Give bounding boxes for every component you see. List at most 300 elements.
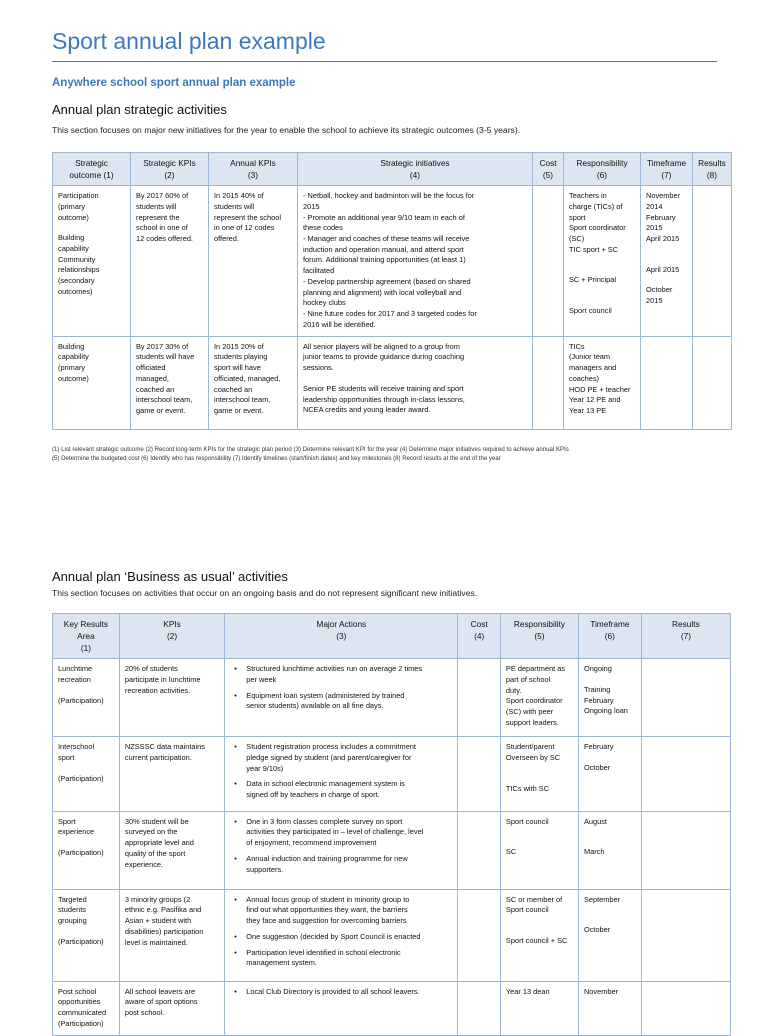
table-row [53, 659, 731, 737]
timeframe-cell-line: March [583, 847, 605, 857]
responsibility-cell-line: part of school [505, 674, 551, 684]
blank-line [58, 686, 114, 696]
results-cell [641, 811, 730, 889]
column-header-line: Strategic [75, 158, 108, 168]
initiatives-cell-line: - Nine future codes for 2017 and 3 targeted codes for [303, 309, 477, 319]
column-header-line: (6) [604, 631, 615, 642]
timeframe-cell-line: October [583, 925, 611, 935]
key-results-area-cell-line: communicated [58, 1008, 107, 1018]
column-header-line: Responsibility [513, 619, 566, 629]
initiatives-cell-line: - Promote an additional year 9/10 team in each of [303, 212, 465, 222]
column-header-line: Results [698, 158, 726, 168]
blank-line [584, 837, 636, 847]
column-header-line: (3) [247, 170, 259, 181]
responsibility-cell-line: Teachers in [569, 191, 607, 201]
responsibility-cell-line: duty. [505, 685, 522, 695]
major-actions-cell [225, 737, 458, 812]
column-header-line: Responsibility [576, 158, 628, 168]
responsibility-cell-line: TICs with SC [505, 783, 550, 793]
initiatives-cell-line: 2015 [303, 201, 320, 211]
column-header-line: Results [672, 619, 700, 629]
strategic-kpis-cell-line: represent the [136, 212, 180, 222]
kpis-cell-line: participate in lunchtime [124, 674, 201, 684]
key-results-area-cell-line: opportunities [58, 997, 101, 1007]
responsibility-cell-line: Sport coordinator [505, 696, 563, 706]
column-header-line: (6) [596, 170, 608, 181]
strategic-outcome-cell-line: (primary [58, 363, 86, 373]
key-results-area-cell-line: Lunchtime [58, 664, 93, 674]
kpis-cell-line: disabilities) participation [124, 926, 204, 936]
responsibility-cell-line: Sport council + SC [505, 936, 568, 946]
action-item [246, 854, 452, 875]
timeframe-cell-line: Ongoing [583, 664, 612, 674]
key-results-area-cell-line: (Participation) [58, 695, 104, 705]
blank-line [58, 764, 114, 774]
strategic-kpis-cell-line: By 2017 30% of [136, 341, 189, 351]
column-header-line: Strategic initiatives [380, 158, 450, 168]
annual-kpis-cell-line: coached an [214, 384, 253, 394]
key-results-area-cell-line: students [58, 905, 86, 915]
timeframe-cell [641, 336, 693, 429]
bau-section-intro: This section focuses on activities that occur on an ongoing basis and do not represent significant new initiatives. [52, 588, 478, 598]
timeframe-cell-line: November [646, 191, 681, 201]
timeframe-cell-line: April 2015 [646, 264, 680, 274]
strategic-outcome-cell-line: outcome) [58, 212, 89, 222]
kpis-cell-line: ethnic e.g. Pasifika and [124, 905, 202, 915]
major-actions-cell [225, 811, 458, 889]
initiatives-cell-line: - Netball, hockey and badminton will be the focus for [303, 191, 475, 201]
key-results-area-cell-line: Interschool [58, 742, 95, 752]
cost-cell [458, 737, 501, 812]
action-item [246, 895, 452, 927]
initiatives-cell [298, 336, 533, 429]
responsibility-cell [500, 889, 578, 981]
blank-line [506, 764, 573, 774]
responsibility-cell-line: Year 13 dean [505, 986, 550, 996]
kpis-cell-line: Asian + student with [124, 916, 192, 926]
key-results-area-cell-line: grouping [58, 916, 87, 926]
table-row [53, 336, 732, 429]
strategic-outcome-cell-line: capability [58, 243, 89, 253]
bau-header-col-6 [641, 614, 730, 659]
column-header-line: Key Results [63, 619, 109, 629]
strategic-header-col-5 [564, 153, 641, 186]
action-line: signed off by teachers in charge of sport. [246, 789, 380, 799]
strategic-outcome-cell-line: Participation [58, 191, 99, 201]
blank-line [569, 265, 635, 275]
responsibility-cell-line: (SC) [569, 233, 585, 243]
strategic-header-col-1 [131, 153, 209, 186]
action-line: year 9/10s) [246, 763, 284, 773]
blank-line [506, 827, 573, 837]
timeframe-cell [578, 737, 641, 812]
initiatives-cell-line: sessions. [303, 363, 334, 373]
timeframe-cell-line: Training [583, 684, 611, 694]
cost-cell [458, 659, 501, 737]
initiatives-cell-line: facilitated [303, 266, 335, 276]
column-header-line: Major Actions [316, 619, 367, 629]
annual-kpis-cell-line: In 2015 40% of [214, 191, 264, 201]
key-results-area-cell-line: (Participation) [58, 936, 104, 946]
column-header-line: (2) [167, 631, 178, 642]
strategic-header-col-0 [53, 153, 131, 186]
key-results-area-cell-line: Targeted [58, 894, 87, 904]
responsibility-cell [500, 811, 578, 889]
strategic-outcome-cell-line: capability [58, 352, 89, 362]
table-row [53, 981, 731, 1035]
strategic-outcome-cell-line: Building [58, 233, 85, 243]
major-actions-cell [225, 981, 458, 1035]
responsibility-cell [500, 981, 578, 1035]
kpis-cell-line: All school leavers are [124, 986, 196, 996]
column-header-line: (7) [680, 631, 691, 642]
responsibility-cell-line: HOD PE + teacher [569, 384, 631, 394]
business-as-usual-table [52, 613, 731, 1036]
responsibility-cell-line: Sport council [505, 905, 549, 915]
strategic-kpis-cell-line: coached an [136, 384, 175, 394]
key-results-area-cell [53, 889, 120, 981]
table-row [53, 889, 731, 981]
key-results-area-cell-line: (Participation) [58, 1018, 104, 1028]
responsibility-cell-line: Year 12 PE and [569, 395, 621, 405]
action-line: • Structured lunchtime activities run on average 2 times [246, 664, 423, 674]
actions-list [230, 742, 452, 801]
annual-kpis-cell-line: represent the school [214, 212, 281, 222]
column-header-line: KPIs [163, 619, 181, 629]
strategic-kpis-cell [131, 336, 209, 429]
action-line: • Local Club Directory is provided to all school leavers. [246, 986, 420, 996]
bau-header-col-2 [225, 614, 458, 659]
cost-cell [533, 336, 564, 429]
key-results-area-cell [53, 659, 120, 737]
responsibility-cell-line: sport [569, 212, 586, 222]
responsibility-cell [500, 737, 578, 812]
column-header-line: (3) [336, 631, 347, 642]
strategic-outcome-cell [53, 186, 131, 337]
results-cell [641, 659, 730, 737]
action-item [246, 779, 452, 800]
results-cell [641, 981, 730, 1035]
initiatives-cell-line: - Develop partnership agreement (based on shared [303, 276, 471, 286]
responsibility-cell-line: Year 13 PE [569, 405, 607, 415]
actions-list [230, 664, 452, 712]
responsibility-cell [500, 659, 578, 737]
timeframe-cell [641, 186, 693, 337]
strategic-section-heading: Annual plan strategic activities [52, 102, 227, 117]
annual-kpis-cell-line: officiated, managed, [214, 373, 281, 383]
column-header-line: (1) [80, 643, 91, 654]
blank-line [584, 753, 636, 763]
actions-list [230, 817, 452, 876]
results-cell [641, 737, 730, 812]
kpis-cell [119, 889, 224, 981]
blank-line [569, 286, 635, 296]
action-item [246, 932, 452, 943]
blank-line [646, 255, 687, 265]
strategic-outcome-cell-line: outcome) [58, 373, 89, 383]
results-cell [693, 336, 732, 429]
annual-kpis-cell-line: sport will have [214, 363, 261, 373]
timeframe-cell-line: Ongoing loan [583, 706, 628, 716]
bau-header-col-5 [578, 614, 641, 659]
responsibility-cell-line: (Junior team [569, 352, 611, 362]
kpis-cell-line: 20% of students [124, 664, 178, 674]
kpis-cell-line: quality of the sport [124, 848, 186, 858]
strategic-kpis-cell-line: 12 codes offered. [136, 233, 193, 243]
kpis-cell-line: aware of sport options [124, 997, 198, 1007]
strategic-outcome-cell-line: Building [58, 341, 85, 351]
results-cell [641, 889, 730, 981]
timeframe-cell-line: November [583, 986, 619, 996]
column-header-line: Cost [539, 158, 557, 168]
key-results-area-cell-line: sport [58, 752, 75, 762]
initiatives-cell-line: forum. Additional training opportunities (at least 1) [303, 255, 466, 265]
bau-header-col-1 [119, 614, 224, 659]
initiatives-cell-line: these codes [303, 223, 343, 233]
action-line: • Participation level identified in school electronic [246, 947, 401, 957]
kpis-cell-line: recreation activities. [124, 685, 191, 695]
kpis-cell-line: post school. [124, 1008, 165, 1018]
responsibility-cell-line: charge (TICs) of [569, 201, 623, 211]
kpis-cell-line: experience. [124, 859, 164, 869]
blank-line [584, 915, 636, 925]
action-item [246, 987, 452, 998]
blank-line [58, 927, 114, 937]
initiatives-cell-line: - Manager and coaches of these teams will receive [303, 233, 470, 243]
cost-cell [533, 186, 564, 337]
column-header-line: Timeframe [646, 158, 687, 168]
timeframe-cell-line: February 2015 [646, 212, 676, 233]
strategic-footnotes [52, 446, 569, 464]
action-line: • One suggestion (decided by Sport Council is enacted [246, 931, 421, 941]
column-header-line: outcome (1) [69, 170, 114, 181]
column-header-line: (2) [164, 170, 175, 181]
annual-kpis-cell [209, 336, 298, 429]
column-header-line: (5) [542, 170, 554, 181]
strategic-table-header [53, 153, 732, 186]
annual-kpis-cell-line: game or event. [214, 405, 264, 415]
column-header-line: (4) [409, 170, 421, 181]
blank-line [58, 223, 125, 233]
responsibility-cell-line: Sport council [505, 816, 549, 826]
blank-line [584, 675, 636, 685]
kpis-cell-line: level is maintained. [124, 937, 188, 947]
blank-line [646, 275, 687, 285]
table-row [53, 811, 731, 889]
strategic-outcome-cell-line: Community [58, 254, 96, 264]
actions-list [230, 895, 452, 969]
key-results-area-cell-line: (Participation) [58, 848, 104, 858]
initiatives-cell-line: junior teams to provide guidance during coaching [303, 352, 465, 362]
strategic-header-col-7 [693, 153, 732, 186]
action-line: per week [246, 674, 277, 684]
key-results-area-cell-line: experience [58, 827, 95, 837]
kpis-cell [119, 981, 224, 1035]
column-header-line: Cost [470, 619, 488, 629]
initiatives-cell-line: All senior players will be aligned to a group from [303, 341, 460, 351]
responsibility-cell-line: TIC sport + SC [569, 244, 619, 254]
action-line: supporters. [246, 864, 284, 874]
kpis-cell [119, 737, 224, 812]
document-title: Sport annual plan example [52, 28, 326, 54]
key-results-area-cell [53, 737, 120, 812]
strategic-header-col-3 [298, 153, 533, 186]
key-results-area-cell-line: Sport [58, 816, 76, 826]
strategic-header-col-6 [641, 153, 693, 186]
timeframe-cell [578, 811, 641, 889]
action-item [246, 817, 452, 849]
action-item [246, 691, 452, 712]
kpis-cell [119, 811, 224, 889]
action-line: • Annual induction and training programme for new [246, 853, 408, 863]
strategic-section-intro: This section focuses on major new initiatives for the year to enable the school to achieve its strategic outcomes (3-5 years). [52, 125, 521, 135]
column-header-line: (7) [661, 170, 672, 181]
strategic-kpis-cell-line: game or event. [136, 405, 186, 415]
initiatives-cell-line: hockey clubs [303, 298, 346, 308]
initiatives-cell-line: Senior PE students will receive training and sport [303, 383, 464, 393]
footnote-line: (5) Determine the budgeted cost (6) Identify who has responsibility (7) Identify timelines (start/finish dates) and key milestones (8) Record results at the end of the year [52, 454, 501, 462]
strategic-kpis-cell-line: students will [136, 201, 177, 211]
timeframe-cell-line: February [583, 742, 614, 752]
column-header-line: (8) [706, 170, 718, 181]
kpis-cell [119, 659, 224, 737]
blank-line [506, 916, 573, 926]
blank-line [506, 774, 573, 784]
annual-kpis-cell-line: interschool team, [214, 395, 271, 405]
action-line: • Student registration process includes a commitment [246, 742, 416, 752]
initiatives-cell-line: planning and alignment) with local volleyball and [303, 287, 462, 297]
bau-section-heading: Annual plan ‘Business as usual’ activities [52, 569, 288, 584]
cost-cell [458, 889, 501, 981]
timeframe-cell [578, 981, 641, 1035]
initiatives-cell-line: 2016 will be identified. [303, 319, 376, 329]
major-actions-cell [225, 889, 458, 981]
column-header-line: Area [77, 631, 95, 642]
strategic-kpis-cell-line: By 2017 60% of [136, 191, 189, 201]
responsibility-cell-line: SC + Principal [569, 275, 617, 285]
responsibility-cell-line: Overseen by SC [505, 752, 561, 762]
action-line: activities they participated in – level of challenge, level [246, 827, 424, 837]
responsibility-cell-line: support leaders. [505, 717, 559, 727]
timeframe-cell-line: August [583, 816, 607, 826]
annual-kpis-cell-line: in one of 12 codes [214, 223, 275, 233]
responsibility-cell [564, 336, 641, 429]
responsibility-cell-line: PE department as [505, 664, 566, 674]
kpis-cell-line: 30% student will be [124, 816, 189, 826]
kpis-cell-line: 3 minority groups (2 [124, 894, 191, 904]
blank-line [569, 255, 635, 265]
responsibility-cell [564, 186, 641, 337]
annual-kpis-cell-line: offered. [214, 233, 239, 243]
column-header-line: (5) [534, 631, 545, 642]
title-rule [52, 61, 717, 62]
timeframe-cell-line: October 2015 [646, 285, 673, 306]
strategic-kpis-cell-line: officiated [136, 363, 166, 373]
kpis-cell-line: NZSSSC data maintains [124, 742, 205, 752]
timeframe-cell [578, 889, 641, 981]
annual-kpis-cell-line: In 2015 20% of [214, 341, 264, 351]
blank-line [58, 838, 114, 848]
initiatives-cell-line: leadership opportunities through in-class lessons, [303, 394, 465, 404]
responsibility-cell-line: Student/parent [505, 742, 555, 752]
responsibility-cell-line: TICs [569, 341, 585, 351]
strategic-header-col-2 [209, 153, 298, 186]
timeframe-cell [578, 659, 641, 737]
table-row [53, 186, 732, 337]
initiatives-cell-line: induction and operation manual, and attend sport [303, 244, 464, 254]
blank-line [506, 926, 573, 936]
bau-table-header [53, 614, 731, 659]
strategic-outcome-cell-line: outcomes) [58, 286, 93, 296]
action-line: • Annual focus group of student in minority group to [246, 894, 410, 904]
timeframe-cell-line: April 2015 [646, 233, 680, 243]
document-subtitle: Anywhere school sport annual plan example [52, 77, 296, 89]
footnote-line: (1) List relevant strategic outcome (2) Record long-term KPIs for the strategic plan period (3) Determine relevant KPI for the year (4) Determine major initiatives required to achieve annual KPIs [52, 446, 569, 453]
strategic-kpis-cell [131, 186, 209, 337]
strategic-kpis-cell-line: students will have [136, 352, 195, 362]
key-results-area-cell-line: (Participation) [58, 773, 104, 783]
kpis-cell-line: current participation. [124, 752, 192, 762]
action-line: • One in 3 form classes complete survey on sport [246, 816, 403, 826]
timeframe-cell-line: February [583, 695, 614, 705]
timeframe-cell-line: 2014 [646, 201, 663, 211]
blank-line [584, 827, 636, 837]
cost-cell [458, 811, 501, 889]
bau-header-col-0 [53, 614, 120, 659]
key-results-area-cell-line: Post school [58, 986, 97, 996]
key-results-area-cell [53, 981, 120, 1035]
blank-line [506, 837, 573, 847]
column-header-line: Annual KPIs [230, 158, 276, 168]
action-item [246, 948, 452, 969]
strategic-outcome-cell [53, 336, 131, 429]
action-line: • Equipment loan system (administered by trained [246, 690, 405, 700]
responsibility-cell-line: (SC) with peer [505, 706, 554, 716]
initiatives-cell [298, 186, 533, 337]
action-item [246, 742, 452, 774]
major-actions-cell [225, 659, 458, 737]
annual-kpis-cell [209, 186, 298, 337]
timeframe-cell-line: October [583, 762, 611, 772]
column-header-line: (4) [474, 631, 485, 642]
responsibility-cell-line: managers and [569, 363, 617, 373]
key-results-area-cell [53, 811, 120, 889]
responsibility-cell-line: coaches) [569, 373, 599, 383]
blank-line [569, 296, 635, 306]
actions-list [230, 987, 452, 998]
column-header-line: Timeframe [590, 619, 630, 629]
strategic-outcome-cell-line: (primary [58, 201, 86, 211]
timeframe-cell-line: September [583, 894, 621, 904]
strategic-kpis-cell-line: interschool team, [136, 395, 193, 405]
action-line: find out what opportunities they want, the barriers [246, 905, 408, 915]
action-line: of enjoyment, recommend improvement [246, 838, 377, 848]
initiatives-cell-line: NCEA credits and young leader award. [303, 405, 431, 415]
results-cell [693, 186, 732, 337]
action-line: they face and suggestion for overcoming barriers [246, 916, 407, 926]
action-item [246, 664, 452, 685]
responsibility-cell-line: SC [505, 847, 517, 857]
strategic-outcome-cell-line: (secondary [58, 276, 95, 286]
strategic-kpis-cell-line: school in one of [136, 223, 188, 233]
strategic-header-col-4 [533, 153, 564, 186]
responsibility-cell-line: Sport coordinator [569, 223, 626, 233]
bau-header-col-4 [500, 614, 578, 659]
annual-kpis-cell-line: students playing [214, 352, 268, 362]
key-results-area-cell-line: recreation [58, 674, 91, 684]
strategic-kpis-cell-line: managed, [136, 373, 169, 383]
strategic-activities-table [52, 152, 732, 430]
